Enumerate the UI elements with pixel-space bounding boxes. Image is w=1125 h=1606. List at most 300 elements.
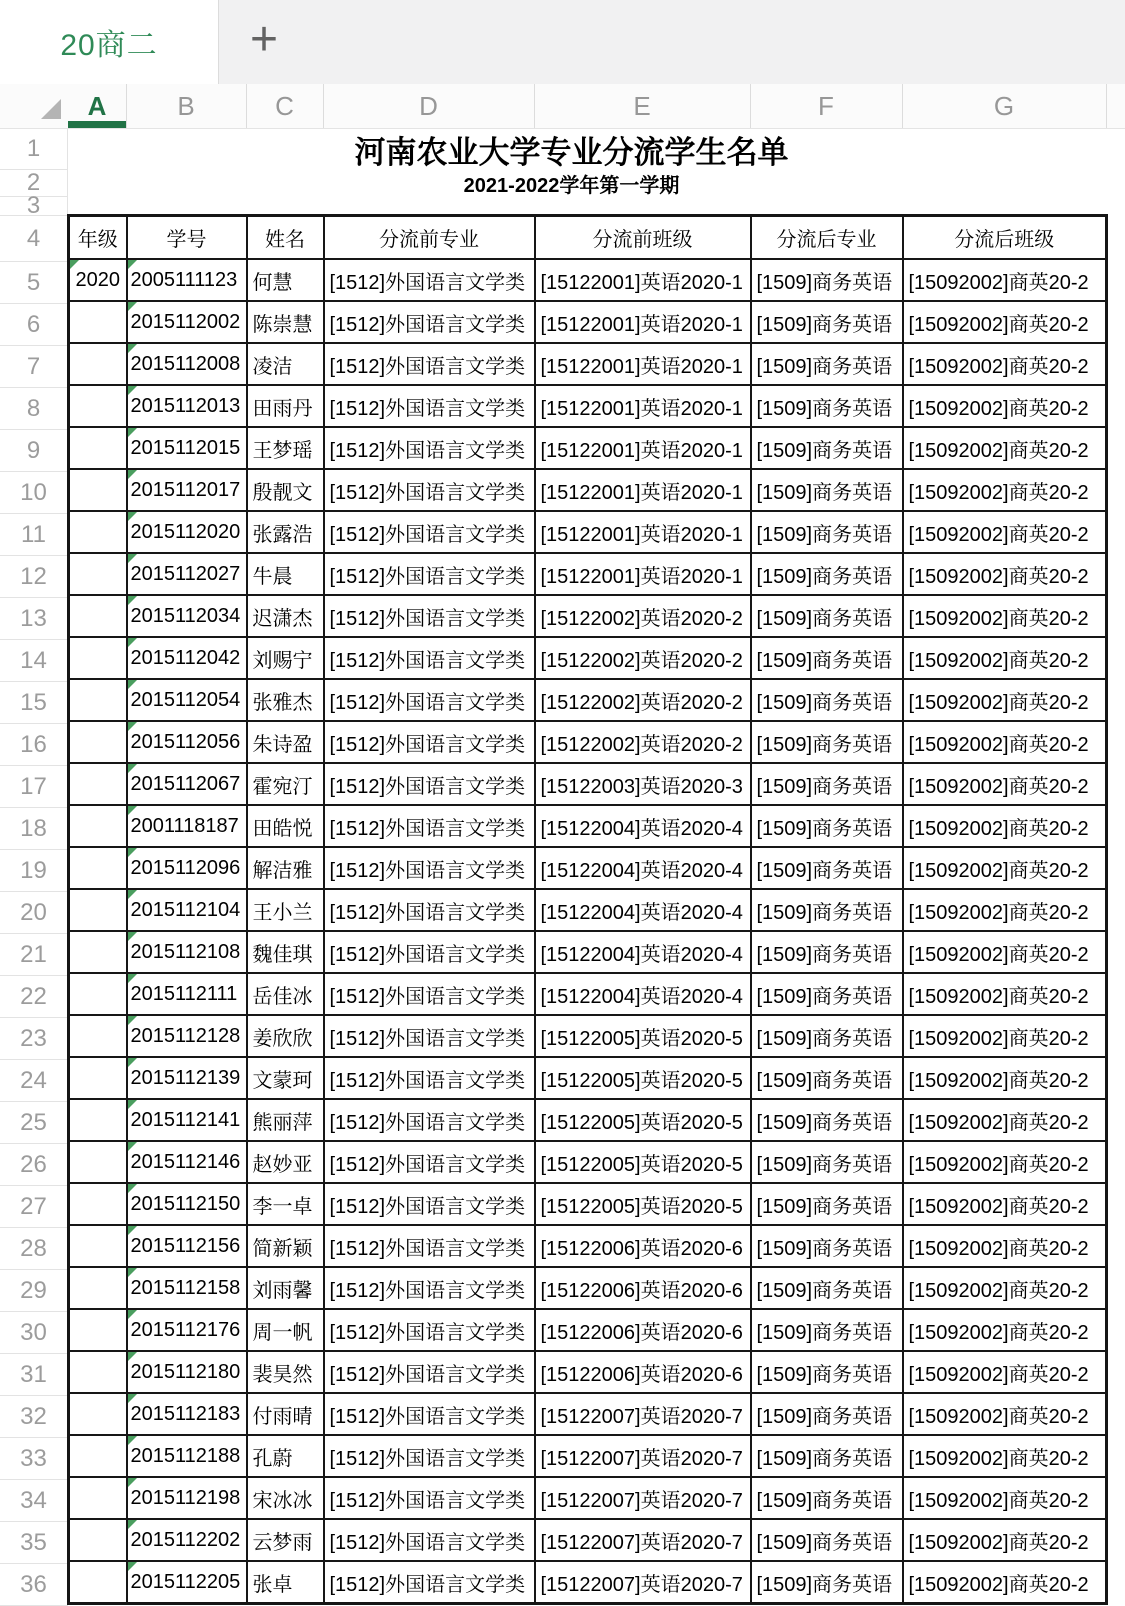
- cell-C7[interactable]: 凌洁: [247, 343, 324, 385]
- cell-C19[interactable]: 解洁雅: [247, 847, 324, 889]
- cell-G31[interactable]: [15092002]商英20-2: [903, 1351, 1107, 1393]
- cell-E28[interactable]: [15122006]英语2020-6: [535, 1225, 751, 1267]
- cell-F36[interactable]: [1509]商务英语: [751, 1561, 903, 1604]
- sheet-title-cell[interactable]: 河南农业大学专业分流学生名单: [354, 134, 789, 170]
- cell-E31[interactable]: [15122006]英语2020-6: [535, 1351, 751, 1393]
- row-header-18[interactable]: 18: [0, 808, 67, 850]
- cell-E26[interactable]: [15122005]英语2020-5: [535, 1141, 751, 1183]
- cell-D4[interactable]: 分流前专业: [324, 216, 535, 260]
- cell-D12[interactable]: [1512]外国语言文学类: [324, 553, 535, 595]
- cell-A28[interactable]: [69, 1225, 127, 1267]
- cell-A14[interactable]: [69, 637, 127, 679]
- cell-B25[interactable]: 2015112141: [127, 1099, 247, 1141]
- cell-D11[interactable]: [1512]外国语言文学类: [324, 511, 535, 553]
- row-header-12[interactable]: 12: [0, 556, 67, 598]
- cell-C4[interactable]: 姓名: [247, 216, 324, 260]
- cell-E17[interactable]: [15122003]英语2020-3: [535, 763, 751, 805]
- cell-A16[interactable]: [69, 721, 127, 763]
- table-row-19: [69, 847, 1107, 889]
- cell-C8[interactable]: 田雨丹: [247, 385, 324, 427]
- cell-A9[interactable]: [69, 427, 127, 469]
- cell-E22[interactable]: [15122004]英语2020-4: [535, 973, 751, 1015]
- row-header-15[interactable]: 15: [0, 682, 67, 724]
- row-header-5[interactable]: 5: [0, 262, 67, 304]
- cell-D31[interactable]: [1512]外国语言文学类: [324, 1351, 535, 1393]
- cell-B30[interactable]: 2015112176: [127, 1309, 247, 1351]
- cell-E6[interactable]: [15122001]英语2020-1: [535, 301, 751, 343]
- cell-D18[interactable]: [1512]外国语言文学类: [324, 805, 535, 847]
- cell-F23[interactable]: [1509]商务英语: [751, 1015, 903, 1057]
- cell-G9[interactable]: [15092002]商英20-2: [903, 427, 1107, 469]
- cell-F6[interactable]: [1509]商务英语: [751, 301, 903, 343]
- cell-C17[interactable]: 霍宛汀: [247, 763, 324, 805]
- cell-A11[interactable]: [69, 511, 127, 553]
- row-header-20[interactable]: 20: [0, 892, 67, 934]
- cell-C9[interactable]: 王梦瑶: [247, 427, 324, 469]
- cell-E30[interactable]: [15122006]英语2020-6: [535, 1309, 751, 1351]
- table-row-16: [69, 721, 1107, 763]
- cell-B17[interactable]: 2015112067: [127, 763, 247, 805]
- row-header-32[interactable]: 32: [0, 1396, 67, 1438]
- cell-A10[interactable]: [69, 469, 127, 511]
- cell-G5[interactable]: [15092002]商英20-2: [903, 259, 1107, 301]
- cell-B26[interactable]: 2015112146: [127, 1141, 247, 1183]
- cell-E33[interactable]: [15122007]英语2020-7: [535, 1435, 751, 1477]
- cell-B15[interactable]: 2015112054: [127, 679, 247, 721]
- cell-C24[interactable]: 文蒙珂: [247, 1057, 324, 1099]
- row-header-24[interactable]: 24: [0, 1060, 67, 1102]
- cell-C32[interactable]: 付雨晴: [247, 1393, 324, 1435]
- cell-E13[interactable]: [15122002]英语2020-2: [535, 595, 751, 637]
- sheet-tab-bar: [0, 0, 1125, 85]
- cell-G33[interactable]: [15092002]商英20-2: [903, 1435, 1107, 1477]
- cell-G21[interactable]: [15092002]商英20-2: [903, 931, 1107, 973]
- cell-D7[interactable]: [1512]外国语言文学类: [324, 343, 535, 385]
- cell-C31[interactable]: 裴昊然: [247, 1351, 324, 1393]
- row-header-13[interactable]: 13: [0, 598, 67, 640]
- cell-G20[interactable]: [15092002]商英20-2: [903, 889, 1107, 931]
- cell-A7[interactable]: [69, 343, 127, 385]
- sheet-subtitle-cell[interactable]: 2021-2022学年第一学期: [463, 175, 680, 197]
- cell-D10[interactable]: [1512]外国语言文学类: [324, 469, 535, 511]
- column-header-F[interactable]: F: [818, 90, 834, 121]
- cell-A15[interactable]: [69, 679, 127, 721]
- cell-G10[interactable]: [15092002]商英20-2: [903, 469, 1107, 511]
- number-as-text-indicator-icon: [128, 1226, 137, 1235]
- cell-D34[interactable]: [1512]外国语言文学类: [324, 1477, 535, 1519]
- cell-F31[interactable]: [1509]商务英语: [751, 1351, 903, 1393]
- cell-B20[interactable]: 2015112104: [127, 889, 247, 931]
- cell-D28[interactable]: [1512]外国语言文学类: [324, 1225, 535, 1267]
- column-header-G[interactable]: G: [993, 90, 1015, 121]
- cell-B22[interactable]: 2015112111: [127, 973, 247, 1015]
- cell-G12[interactable]: [15092002]商英20-2: [903, 553, 1107, 595]
- cell-G16[interactable]: [15092002]商英20-2: [903, 721, 1107, 763]
- cell-C13[interactable]: 迟潇杰: [247, 595, 324, 637]
- row-header-2[interactable]: 2: [0, 170, 67, 197]
- cell-A20[interactable]: [69, 889, 127, 931]
- cell-E36[interactable]: [15122007]英语2020-7: [535, 1561, 751, 1604]
- number-as-text-indicator-icon: [128, 386, 137, 395]
- cell-E24[interactable]: [15122005]英语2020-5: [535, 1057, 751, 1099]
- cell-D33[interactable]: [1512]外国语言文学类: [324, 1435, 535, 1477]
- row-header-30[interactable]: 30: [0, 1312, 67, 1354]
- cell-G23[interactable]: [15092002]商英20-2: [903, 1015, 1107, 1057]
- cell-F35[interactable]: [1509]商务英语: [751, 1519, 903, 1561]
- cell-C28[interactable]: 简新颖: [247, 1225, 324, 1267]
- cell-G29[interactable]: [15092002]商英20-2: [903, 1267, 1107, 1309]
- cell-C27[interactable]: 李一卓: [247, 1183, 324, 1225]
- cell-D15[interactable]: [1512]外国语言文学类: [324, 679, 535, 721]
- cell-G7[interactable]: [15092002]商英20-2: [903, 343, 1107, 385]
- cell-B36[interactable]: 2015112205: [127, 1561, 247, 1604]
- cell-A33[interactable]: [69, 1435, 127, 1477]
- cell-B5[interactable]: 2005111123: [127, 259, 247, 301]
- cell-A12[interactable]: [69, 553, 127, 595]
- cell-G30[interactable]: [15092002]商英20-2: [903, 1309, 1107, 1351]
- cell-G34[interactable]: [15092002]商英20-2: [903, 1477, 1107, 1519]
- cell-A19[interactable]: [69, 847, 127, 889]
- cell-C15[interactable]: 张雅杰: [247, 679, 324, 721]
- cell-C11[interactable]: 张露浩: [247, 511, 324, 553]
- cell-A8[interactable]: [69, 385, 127, 427]
- cell-A22[interactable]: [69, 973, 127, 1015]
- cell-G24[interactable]: [15092002]商英20-2: [903, 1057, 1107, 1099]
- row-header-4[interactable]: 4: [0, 216, 67, 262]
- row-header-1[interactable]: 1: [0, 128, 67, 170]
- cell-B27[interactable]: 2015112150: [127, 1183, 247, 1225]
- number-as-text-indicator-icon: [128, 1394, 137, 1403]
- cell-E9[interactable]: [15122001]英语2020-1: [535, 427, 751, 469]
- cell-B13[interactable]: 2015112034: [127, 595, 247, 637]
- cell-B35[interactable]: 2015112202: [127, 1519, 247, 1561]
- cell-B18[interactable]: 2001118187: [127, 805, 247, 847]
- table-row-10: [69, 469, 1107, 511]
- cell-E35[interactable]: [15122007]英语2020-7: [535, 1519, 751, 1561]
- table-row-15: [69, 679, 1107, 721]
- row-header-34[interactable]: 34: [0, 1480, 67, 1522]
- cell-G35[interactable]: [15092002]商英20-2: [903, 1519, 1107, 1561]
- row-header-25[interactable]: 25: [0, 1102, 67, 1144]
- row-header-8[interactable]: 8: [0, 388, 67, 430]
- cell-D30[interactable]: [1512]外国语言文学类: [324, 1309, 535, 1351]
- cell-F13[interactable]: [1509]商务英语: [751, 595, 903, 637]
- cell-B9[interactable]: 2015112015: [127, 427, 247, 469]
- cell-F28[interactable]: [1509]商务英语: [751, 1225, 903, 1267]
- cell-A26[interactable]: [69, 1141, 127, 1183]
- cell-B8[interactable]: 2015112013: [127, 385, 247, 427]
- row-header-17[interactable]: 17: [0, 766, 67, 808]
- row-header-28[interactable]: 28: [0, 1228, 67, 1270]
- cell-G6[interactable]: [15092002]商英20-2: [903, 301, 1107, 343]
- cell-C26[interactable]: 赵妙亚: [247, 1141, 324, 1183]
- column-header-A[interactable]: A: [87, 90, 107, 121]
- cell-E32[interactable]: [15122007]英语2020-7: [535, 1393, 751, 1435]
- cell-A5[interactable]: 2020: [69, 259, 127, 301]
- cell-B21[interactable]: 2015112108: [127, 931, 247, 973]
- cell-A35[interactable]: [69, 1519, 127, 1561]
- cell-F32[interactable]: [1509]商务英语: [751, 1393, 903, 1435]
- cell-C5[interactable]: 何慧: [247, 259, 324, 301]
- cell-B24[interactable]: 2015112139: [127, 1057, 247, 1099]
- cell-E7[interactable]: [15122001]英语2020-1: [535, 343, 751, 385]
- cell-C10[interactable]: 殷靓文: [247, 469, 324, 511]
- cell-F29[interactable]: [1509]商务英语: [751, 1267, 903, 1309]
- row-header-3[interactable]: 3: [0, 197, 67, 216]
- cell-F8[interactable]: [1509]商务英语: [751, 385, 903, 427]
- column-header-D[interactable]: D: [419, 90, 438, 121]
- row-header-14[interactable]: 14: [0, 640, 67, 682]
- cell-A13[interactable]: [69, 595, 127, 637]
- cell-F17[interactable]: [1509]商务英语: [751, 763, 903, 805]
- cell-E5[interactable]: [15122001]英语2020-1: [535, 259, 751, 301]
- number-as-text-indicator-icon: [128, 1100, 137, 1109]
- cell-D36[interactable]: [1512]外国语言文学类: [324, 1561, 535, 1604]
- cell-C12[interactable]: 牛晨: [247, 553, 324, 595]
- cell-F33[interactable]: [1509]商务英语: [751, 1435, 903, 1477]
- row-header-10[interactable]: 10: [0, 472, 67, 514]
- table-row-32: [69, 1393, 1107, 1435]
- cell-D16[interactable]: [1512]外国语言文学类: [324, 721, 535, 763]
- table-row-33: [69, 1435, 1107, 1477]
- cell-D13[interactable]: [1512]外国语言文学类: [324, 595, 535, 637]
- cell-B7[interactable]: 2015112008: [127, 343, 247, 385]
- cell-E34[interactable]: [15122007]英语2020-7: [535, 1477, 751, 1519]
- row-header-27[interactable]: 27: [0, 1186, 67, 1228]
- cell-A18[interactable]: [69, 805, 127, 847]
- cell-E12[interactable]: [15122001]英语2020-1: [535, 553, 751, 595]
- cell-F21[interactable]: [1509]商务英语: [751, 931, 903, 973]
- cell-F22[interactable]: [1509]商务英语: [751, 973, 903, 1015]
- cell-C36[interactable]: 张卓: [247, 1561, 324, 1604]
- cell-F18[interactable]: [1509]商务英语: [751, 805, 903, 847]
- cell-C23[interactable]: 姜欣欣: [247, 1015, 324, 1057]
- cell-B14[interactable]: 2015112042: [127, 637, 247, 679]
- cell-F12[interactable]: [1509]商务英语: [751, 553, 903, 595]
- cell-G11[interactable]: [15092002]商英20-2: [903, 511, 1107, 553]
- cell-B34[interactable]: 2015112198: [127, 1477, 247, 1519]
- row-header-29[interactable]: 29: [0, 1270, 67, 1312]
- cell-A29[interactable]: [69, 1267, 127, 1309]
- cell-F34[interactable]: [1509]商务英语: [751, 1477, 903, 1519]
- cell-E4[interactable]: 分流前班级: [535, 216, 751, 260]
- student-table: [67, 214, 1108, 1605]
- row-header-26[interactable]: 26: [0, 1144, 67, 1186]
- cell-D29[interactable]: [1512]外国语言文学类: [324, 1267, 535, 1309]
- cell-G19[interactable]: [15092002]商英20-2: [903, 847, 1107, 889]
- cell-F14[interactable]: [1509]商务英语: [751, 637, 903, 679]
- cell-C21[interactable]: 魏佳琪: [247, 931, 324, 973]
- add-sheet-button[interactable]: [218, 0, 310, 84]
- cell-G8[interactable]: [15092002]商英20-2: [903, 385, 1107, 427]
- cell-A24[interactable]: [69, 1057, 127, 1099]
- cell-E14[interactable]: [15122002]英语2020-2: [535, 637, 751, 679]
- cell-D19[interactable]: [1512]外国语言文学类: [324, 847, 535, 889]
- cell-C16[interactable]: 朱诗盈: [247, 721, 324, 763]
- cell-B28[interactable]: 2015112156: [127, 1225, 247, 1267]
- cell-B6[interactable]: 2015112002: [127, 301, 247, 343]
- cell-F5[interactable]: [1509]商务英语: [751, 259, 903, 301]
- cell-B4[interactable]: 学号: [127, 216, 247, 260]
- row-header-23[interactable]: 23: [0, 1018, 67, 1060]
- cell-A32[interactable]: [69, 1393, 127, 1435]
- column-separator: [1106, 84, 1107, 128]
- cell-B12[interactable]: 2015112027: [127, 553, 247, 595]
- cell-B23[interactable]: 2015112128: [127, 1015, 247, 1057]
- cell-C6[interactable]: 陈崇慧: [247, 301, 324, 343]
- cell-D32[interactable]: [1512]外国语言文学类: [324, 1393, 535, 1435]
- cell-G26[interactable]: [15092002]商英20-2: [903, 1141, 1107, 1183]
- cell-B33[interactable]: 2015112188: [127, 1435, 247, 1477]
- cell-E29[interactable]: [15122006]英语2020-6: [535, 1267, 751, 1309]
- cell-D5[interactable]: [1512]外国语言文学类: [324, 259, 535, 301]
- cell-G28[interactable]: [15092002]商英20-2: [903, 1225, 1107, 1267]
- cell-B11[interactable]: 2015112020: [127, 511, 247, 553]
- cell-A36[interactable]: [69, 1561, 127, 1604]
- selected-column-indicator: [68, 121, 126, 128]
- table-row-23: [69, 1015, 1107, 1057]
- cell-D8[interactable]: [1512]外国语言文学类: [324, 385, 535, 427]
- cell-C20[interactable]: 王小兰: [247, 889, 324, 931]
- cell-A27[interactable]: [69, 1183, 127, 1225]
- cell-G4[interactable]: 分流后班级: [903, 216, 1107, 260]
- cell-C30[interactable]: 周一帆: [247, 1309, 324, 1351]
- cell-A21[interactable]: [69, 931, 127, 973]
- cell-F19[interactable]: [1509]商务英语: [751, 847, 903, 889]
- cell-F24[interactable]: [1509]商务英语: [751, 1057, 903, 1099]
- cell-C22[interactable]: 岳佳冰: [247, 973, 324, 1015]
- cell-F30[interactable]: [1509]商务英语: [751, 1309, 903, 1351]
- cell-A34[interactable]: [69, 1477, 127, 1519]
- cell-A6[interactable]: [69, 301, 127, 343]
- cell-C33[interactable]: 孔蔚: [247, 1435, 324, 1477]
- cell-B16[interactable]: 2015112056: [127, 721, 247, 763]
- row-header-19[interactable]: 19: [0, 850, 67, 892]
- number-as-text-indicator-icon: [128, 512, 137, 521]
- cell-C18[interactable]: 田皓悦: [247, 805, 324, 847]
- data-table-region: [67, 214, 1108, 1605]
- cell-F10[interactable]: [1509]商务英语: [751, 469, 903, 511]
- cell-B10[interactable]: 2015112017: [127, 469, 247, 511]
- column-header-B[interactable]: B: [177, 90, 195, 121]
- cell-E27[interactable]: [15122005]英语2020-5: [535, 1183, 751, 1225]
- column-header-E[interactable]: E: [633, 90, 651, 121]
- row-header-9[interactable]: 9: [0, 430, 67, 472]
- cell-G14[interactable]: [15092002]商英20-2: [903, 637, 1107, 679]
- cell-E23[interactable]: [15122005]英语2020-5: [535, 1015, 751, 1057]
- row-header-36[interactable]: 36: [0, 1564, 67, 1606]
- cell-D22[interactable]: [1512]外国语言文学类: [324, 973, 535, 1015]
- cell-G27[interactable]: [15092002]商英20-2: [903, 1183, 1107, 1225]
- cell-E15[interactable]: [15122002]英语2020-2: [535, 679, 751, 721]
- cell-G25[interactable]: [15092002]商英20-2: [903, 1099, 1107, 1141]
- cell-E21[interactable]: [15122004]英语2020-4: [535, 931, 751, 973]
- cell-D26[interactable]: [1512]外国语言文学类: [324, 1141, 535, 1183]
- row-header-22[interactable]: 22: [0, 976, 67, 1018]
- cell-D17[interactable]: [1512]外国语言文学类: [324, 763, 535, 805]
- row-header-35[interactable]: 35: [0, 1522, 67, 1564]
- cell-F9[interactable]: [1509]商务英语: [751, 427, 903, 469]
- cell-F4[interactable]: 分流后专业: [751, 216, 903, 260]
- cell-G15[interactable]: [15092002]商英20-2: [903, 679, 1107, 721]
- cell-E19[interactable]: [15122004]英语2020-4: [535, 847, 751, 889]
- row-header-7[interactable]: 7: [0, 346, 67, 388]
- cell-F7[interactable]: [1509]商务英语: [751, 343, 903, 385]
- cell-G32[interactable]: [15092002]商英20-2: [903, 1393, 1107, 1435]
- cell-F20[interactable]: [1509]商务英语: [751, 889, 903, 931]
- table-row-36: [69, 1561, 1107, 1604]
- cell-C25[interactable]: 熊丽萍: [247, 1099, 324, 1141]
- cell-C29[interactable]: 刘雨馨: [247, 1267, 324, 1309]
- select-all-corner[interactable]: [40, 98, 62, 120]
- cell-B31[interactable]: 2015112180: [127, 1351, 247, 1393]
- cell-A25[interactable]: [69, 1099, 127, 1141]
- table-row-6: [69, 301, 1107, 343]
- cell-C34[interactable]: 宋冰冰: [247, 1477, 324, 1519]
- row-header-33[interactable]: 33: [0, 1438, 67, 1480]
- cell-D21[interactable]: [1512]外国语言文学类: [324, 931, 535, 973]
- cell-A31[interactable]: [69, 1351, 127, 1393]
- cell-D6[interactable]: [1512]外国语言文学类: [324, 301, 535, 343]
- cell-G22[interactable]: [15092002]商英20-2: [903, 973, 1107, 1015]
- cell-F25[interactable]: [1509]商务英语: [751, 1099, 903, 1141]
- cell-E8[interactable]: [15122001]英语2020-1: [535, 385, 751, 427]
- cell-F27[interactable]: [1509]商务英语: [751, 1183, 903, 1225]
- cell-D35[interactable]: [1512]外国语言文学类: [324, 1519, 535, 1561]
- cell-B29[interactable]: 2015112158: [127, 1267, 247, 1309]
- cell-F26[interactable]: [1509]商务英语: [751, 1141, 903, 1183]
- cell-G17[interactable]: [15092002]商英20-2: [903, 763, 1107, 805]
- cell-D27[interactable]: [1512]外国语言文学类: [324, 1183, 535, 1225]
- cell-G18[interactable]: [15092002]商英20-2: [903, 805, 1107, 847]
- number-as-text-indicator-icon: [128, 1184, 137, 1193]
- table-row-35: [69, 1519, 1107, 1561]
- cell-A17[interactable]: [69, 763, 127, 805]
- row-header-11[interactable]: 11: [0, 514, 67, 556]
- cell-A23[interactable]: [69, 1015, 127, 1057]
- cell-E16[interactable]: [15122002]英语2020-2: [535, 721, 751, 763]
- cell-F15[interactable]: [1509]商务英语: [751, 679, 903, 721]
- cell-E25[interactable]: [15122005]英语2020-5: [535, 1099, 751, 1141]
- cell-D14[interactable]: [1512]外国语言文学类: [324, 637, 535, 679]
- cell-D24[interactable]: [1512]外国语言文学类: [324, 1057, 535, 1099]
- cell-E11[interactable]: [15122001]英语2020-1: [535, 511, 751, 553]
- column-header-C[interactable]: C: [275, 90, 294, 121]
- cell-F16[interactable]: [1509]商务英语: [751, 721, 903, 763]
- cell-B32[interactable]: 2015112183: [127, 1393, 247, 1435]
- row-header-31[interactable]: 31: [0, 1354, 67, 1396]
- cell-G13[interactable]: [15092002]商英20-2: [903, 595, 1107, 637]
- cell-B19[interactable]: 2015112096: [127, 847, 247, 889]
- row-header-21[interactable]: 21: [0, 934, 67, 976]
- row-header-6[interactable]: 6: [0, 304, 67, 346]
- sheet-tab[interactable]: [0, 0, 219, 84]
- cell-D9[interactable]: [1512]外国语言文学类: [324, 427, 535, 469]
- cell-F11[interactable]: [1509]商务英语: [751, 511, 903, 553]
- cell-D20[interactable]: [1512]外国语言文学类: [324, 889, 535, 931]
- row-header-16[interactable]: 16: [0, 724, 67, 766]
- cell-E18[interactable]: [15122004]英语2020-4: [535, 805, 751, 847]
- cell-G36[interactable]: [15092002]商英20-2: [903, 1561, 1107, 1604]
- cell-A4[interactable]: 年级: [69, 216, 127, 260]
- cell-D23[interactable]: [1512]外国语言文学类: [324, 1015, 535, 1057]
- cell-C35[interactable]: 云梦雨: [247, 1519, 324, 1561]
- cell-C14[interactable]: 刘赐宁: [247, 637, 324, 679]
- cell-E20[interactable]: [15122004]英语2020-4: [535, 889, 751, 931]
- cell-A30[interactable]: [69, 1309, 127, 1351]
- cell-D25[interactable]: [1512]外国语言文学类: [324, 1099, 535, 1141]
- cell-E10[interactable]: [15122001]英语2020-1: [535, 469, 751, 511]
